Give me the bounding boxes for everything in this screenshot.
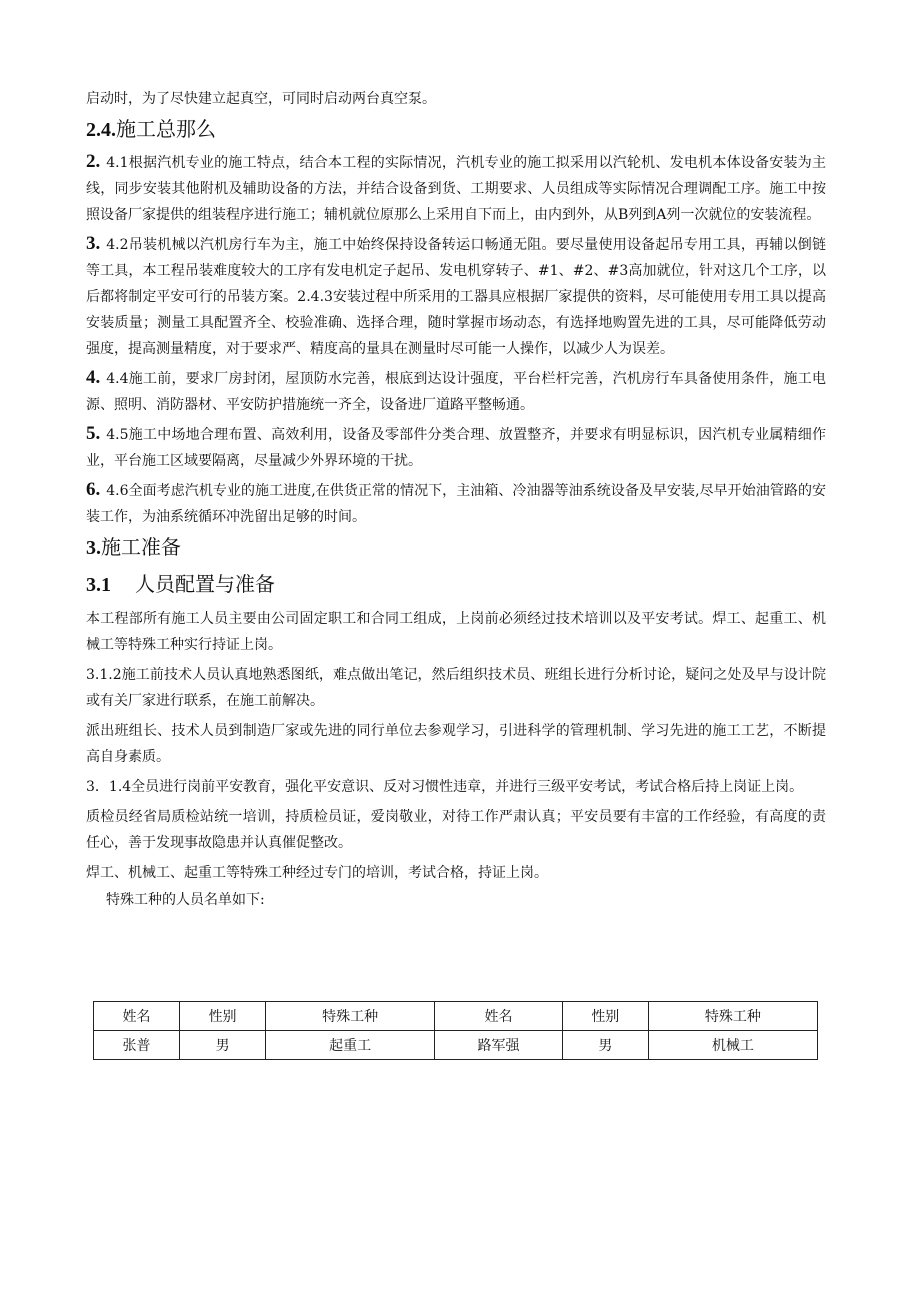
table-cell: 路军强	[435, 1031, 563, 1060]
body-paragraph: 3.1.2施工前技术人员认真地熟悉图纸，难点做出笔记，然后组织技术员、班组长进行分析讨论，疑问之处及早与设计院或有关厂家进行联系，在施工前解决。	[86, 667, 826, 709]
body-paragraph: 本工程部所有施工人员主要由公司固定职工和合同工组成，上岗前必须经过技术培训以及平安考试。焊工、起重工、机械工等特殊工种实行持证上岗。	[86, 611, 826, 653]
body-paragraph: 质检员经省局质检站统一培训，持质检员证，爱岗敬业，对待工作严肃认真；平安员要有丰富的工作经验，有高度的责任心，善于发现事故隐患并认真催促整改。	[86, 809, 826, 851]
paragraph-text: 4.6全面考虑汽机专业的施工进度,在供货正常的情况下，主油箱、冷油器等油系统设备及早安装,尽早开始油管路的安装工作，为油系统循环冲洗留出足够的时间。	[86, 483, 826, 525]
paragraph-text: 4.1根据汽机专业的施工特点，结合本工程的实际情况，汽机专业的施工拟采用以汽轮机、发电机本体设备安装为主线，同步安装其他附机及辅助设备的方法，并结合设备到货、工期要求、人员组成等实际情况合理调配工序。施工中按照设备厂家提供的组装程序进行施工；辅机就位原那么上采用自下而上，由内到外，从B列到A列一次就位的安装流程。	[86, 155, 826, 223]
table-header-row	[94, 1002, 818, 1031]
section-number: 3.	[86, 537, 101, 559]
table-cell: 张普	[94, 1031, 180, 1060]
table-cell: 起重工	[266, 1031, 435, 1060]
table-cell: 男	[180, 1031, 266, 1060]
numbered-paragraph	[86, 477, 826, 530]
document-page	[86, 86, 826, 912]
section-title: 施工总那么	[116, 117, 216, 141]
table-caption: 特殊工种的人员名单如下:	[106, 892, 265, 908]
paragraph-number: 2.	[86, 151, 101, 172]
body-paragraph: 3．1.4全员进行岗前平安教育，强化平安意识、反对习惯性违章，并进行三级平安考试，考试合格后持上岗证上岗。	[86, 779, 804, 795]
header-cell: 性别	[562, 1002, 648, 1031]
intro-line: 启动时，为了尽快建立起真空，可同时启动两台真空泵。	[86, 91, 436, 107]
paragraph-text: 4.5施工中场地合理布置、高效利用，设备及零部件分类合理、放置整齐，并要求有明显标识，因汽机专业属精细作业，平台施工区域要隔离，尽量减少外界环境的干扰。	[86, 427, 826, 469]
header-cell: 姓名	[435, 1002, 563, 1031]
section-number: 2.4.	[86, 119, 116, 141]
paragraph-number: 3.	[86, 233, 101, 254]
numbered-paragraph	[86, 149, 826, 228]
body-paragraph: 派出班组长、技术人员到制造厂家或先进的同行单位去参观学习，引进科学的管理机制、学习先进的施工工艺，不断提高自身素质。	[86, 723, 826, 765]
table-row	[94, 1031, 818, 1060]
numbered-paragraph	[86, 365, 826, 418]
paragraph-number: 5.	[86, 423, 101, 444]
table-cell: 男	[562, 1031, 648, 1060]
section-number: 3.1	[86, 574, 111, 596]
section-title: 施工准备	[101, 535, 181, 559]
numbered-paragraph	[86, 421, 826, 474]
paragraph-number: 4.	[86, 367, 101, 388]
paragraph-text: 4.4施工前，要求厂房封闭，屋顶防水完善，根底到达设计强度，平台栏杆完善，汽机房行车具备使用条件，施工电源、照明、消防器材、平安防护措施统一齐全，设备进厂道路平整畅通。	[86, 371, 826, 413]
special-workers-table	[93, 1001, 818, 1060]
paragraph-number: 6.	[86, 479, 101, 500]
paragraph-text: 4.2吊装机械以汽机房行车为主，施工中始终保持设备转运口畅通无阻。要尽量使用设备起吊专用工具，再辅以倒链等工具，本工程吊装难度较大的工序有发电机定子起吊、发电机穿转子、#1、#2、#3高加就位，针对这几个工序，以后都将制定平安可行的吊装方案。2.4.3安装过程中所采用的工器具应根据厂家提供的资料，尽可能使用专用工具以提高安装质量；测量工具配置齐全、校验准确、选择合理，随时掌握市场动态，有选择地购置先进的工具，尽可能降低劳动强度，提高测量精度，对于要求严、精度高的量具在测量时尽可能一人操作，以减少人为误差。	[86, 237, 826, 357]
section-2-4-heading	[86, 114, 826, 145]
numbered-paragraph	[86, 231, 826, 362]
header-cell: 特殊工种	[648, 1002, 817, 1031]
section-3-heading	[86, 532, 826, 563]
header-cell: 性别	[180, 1002, 266, 1031]
table-cell: 机械工	[648, 1031, 817, 1060]
section-title: 人员配置与准备	[135, 572, 275, 596]
header-cell: 特殊工种	[266, 1002, 435, 1031]
section-3-1-heading	[86, 569, 826, 600]
header-cell: 姓名	[94, 1002, 180, 1031]
body-paragraph: 焊工、机械工、起重工等特殊工种经过专门的培训，考试合格，持证上岗。	[86, 865, 548, 881]
